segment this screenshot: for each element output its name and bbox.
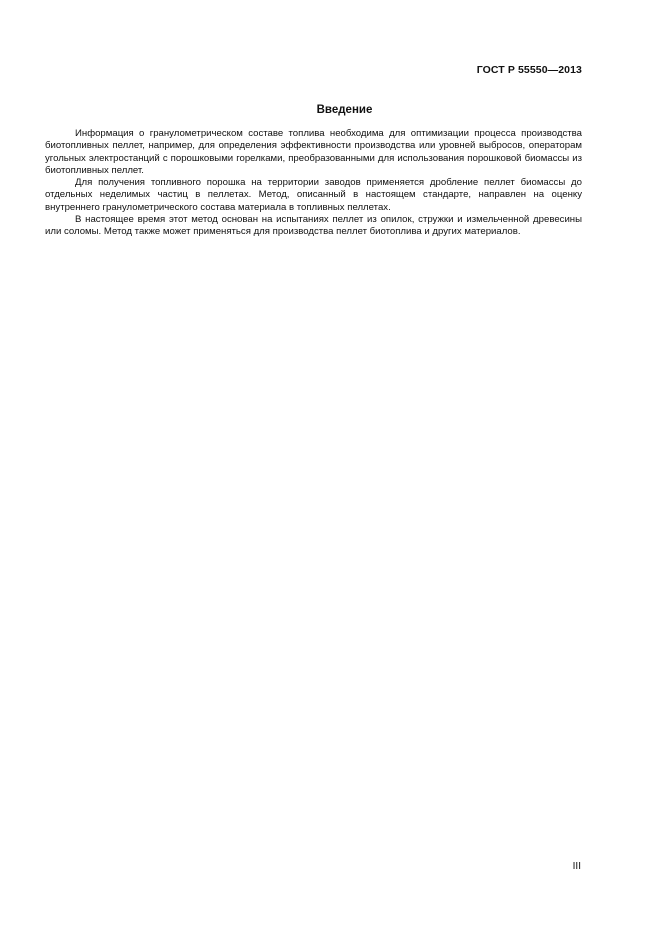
paragraph-1: Информация о гранулометрическом составе топлива необходима для оптимизации процесса производства биотопливных пеллет, например, для определения эффективности производства или уровней выбросов, операторам угольных электростанций с порошковыми горелками, преобразованными для использования порошковой биомассы из биотопливных пеллет. — [45, 128, 582, 176]
section-body — [45, 128, 582, 239]
document-code: ГОСТ Р 55550—2013 — [476, 64, 582, 76]
paragraph-2: Для получения топливного порошка на территории заводов применяется дробление пеллет биомассы до отдельных неделимых частиц в пеллетах. Метод, описанный в настоящем стандарте, направлен на оценку внутреннего гранулометрического состава материала в топливных пеллетах. — [45, 177, 582, 213]
page-number: III — [572, 861, 581, 872]
paragraph-3: В настоящее время этот метод основан на испытаниях пеллет из опилок, стружки и измельченной древесины или соломы. Метод также может применяться для производства пеллет биотоплива и других материалов. — [45, 214, 582, 238]
section-title: Введение — [316, 104, 373, 116]
